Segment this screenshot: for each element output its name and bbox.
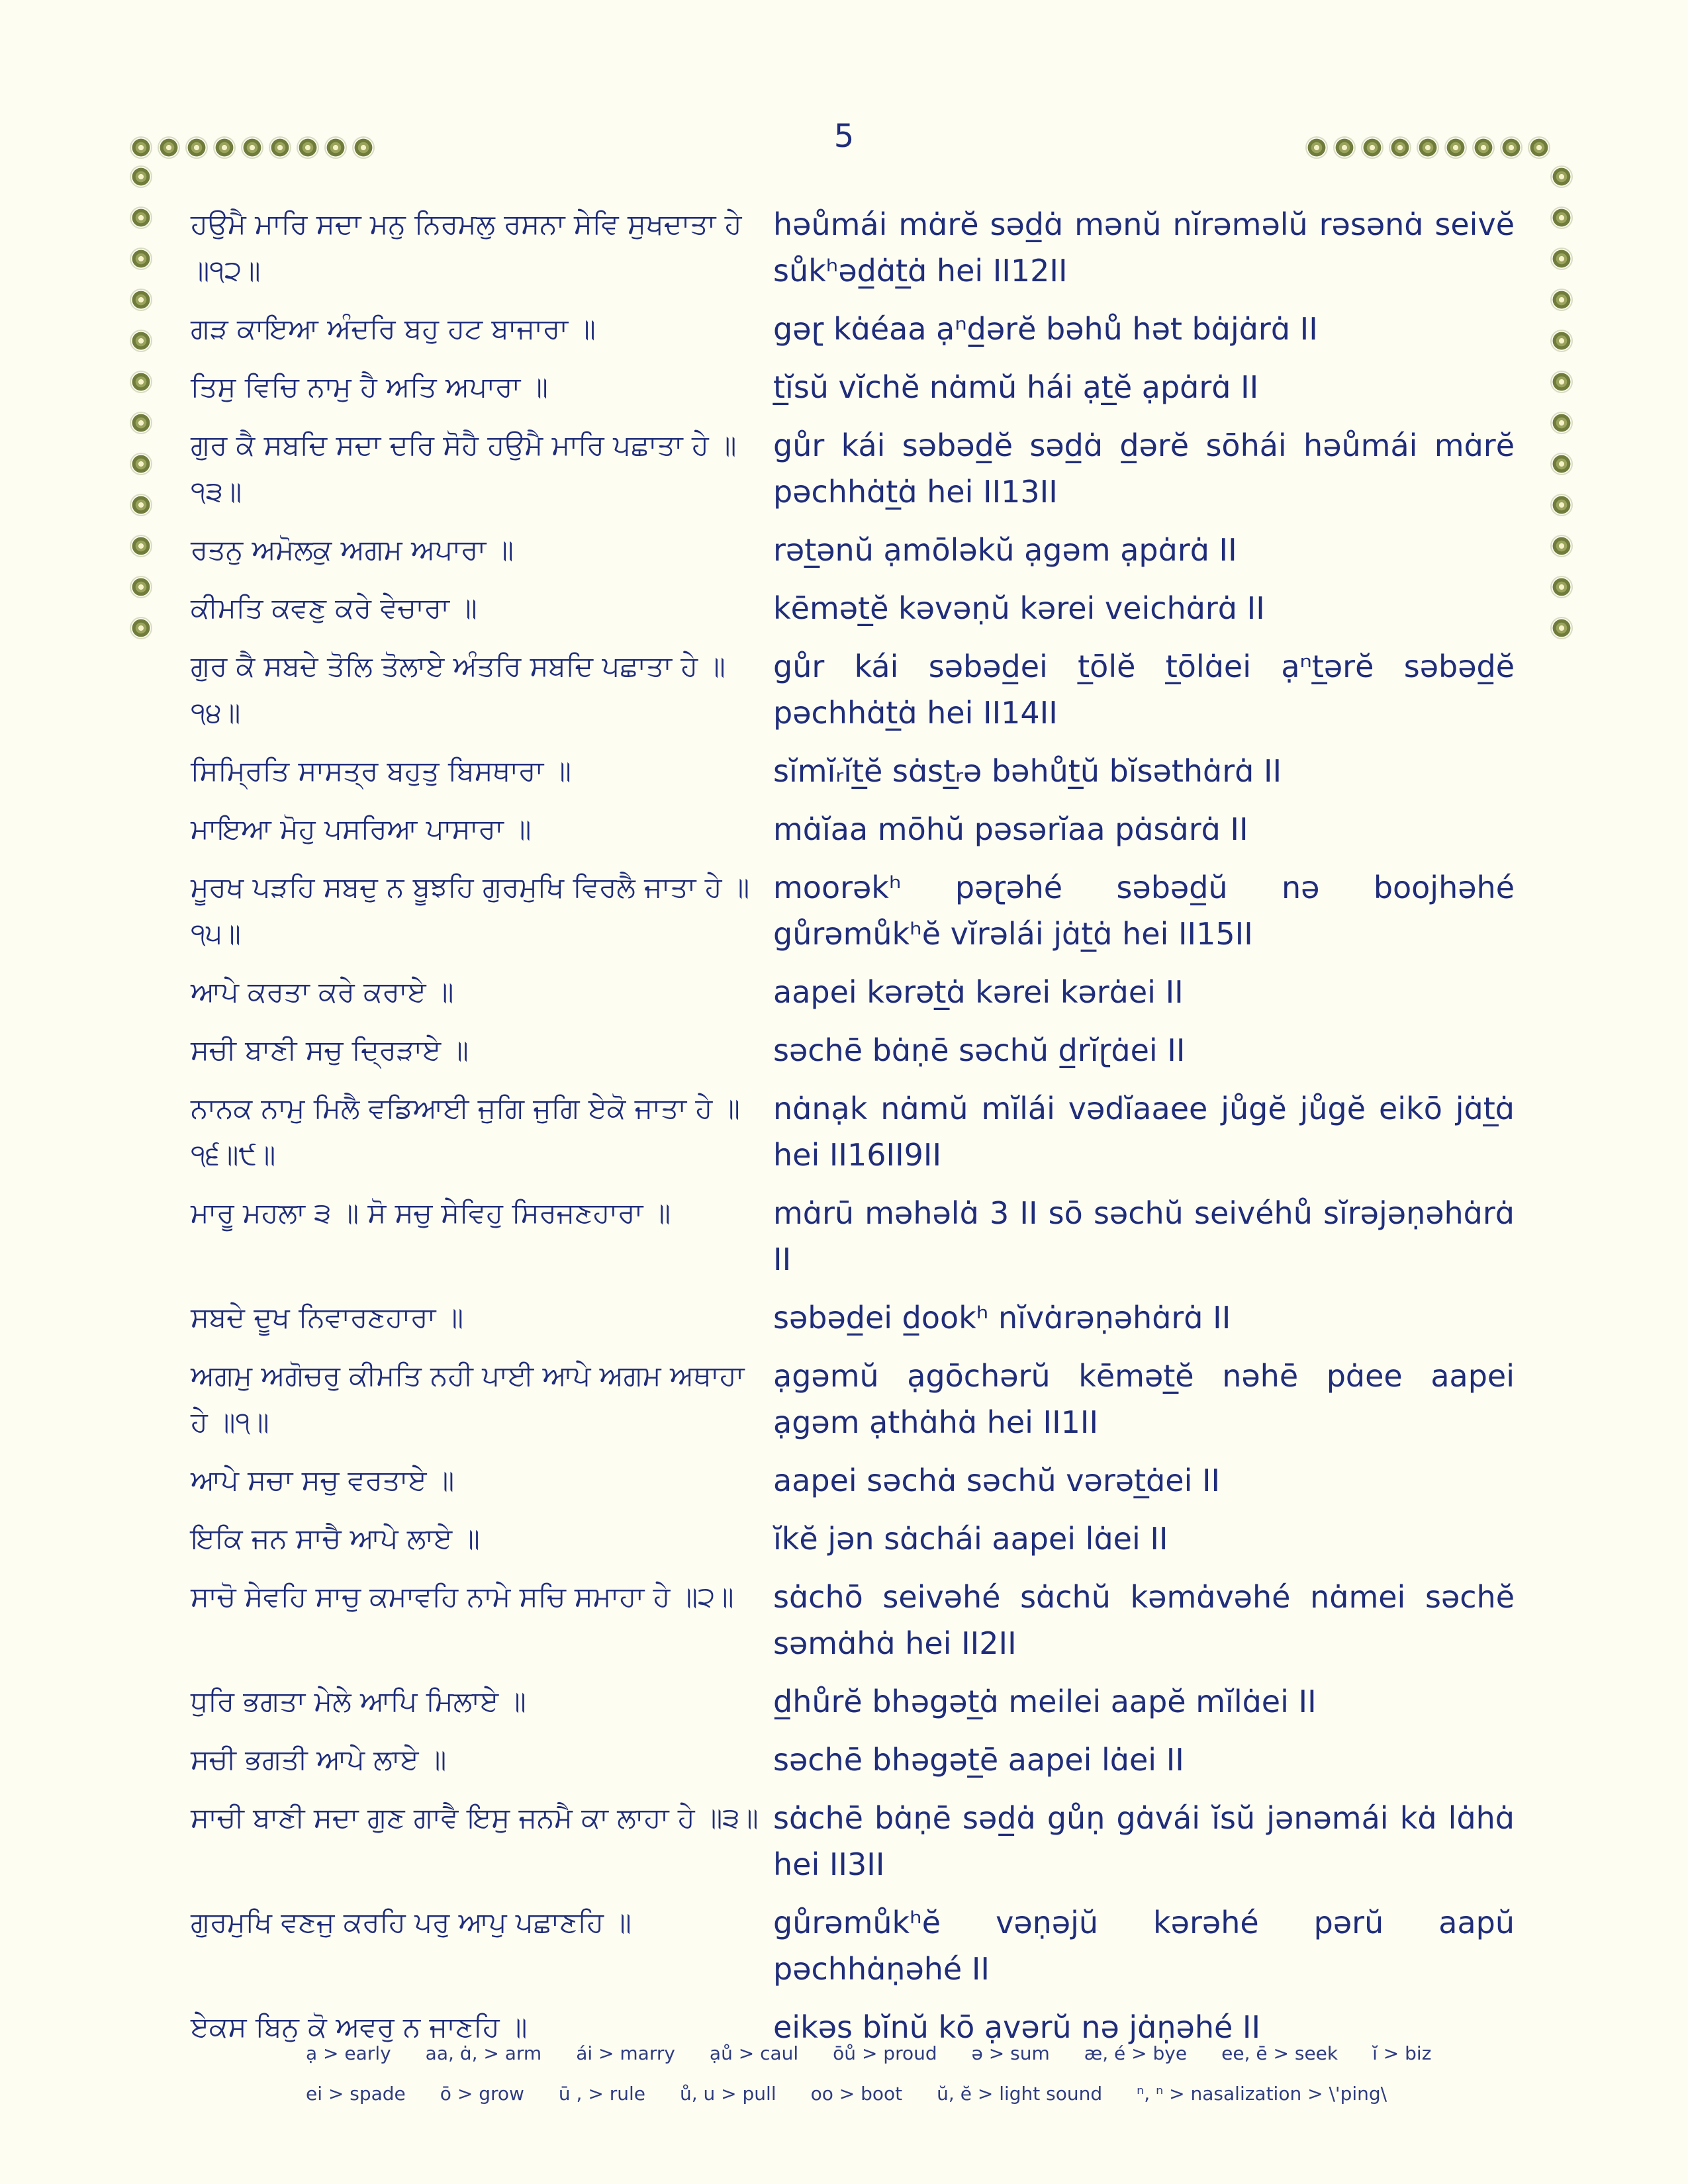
gurmukhi-line: ਹਉਮੈ ਮਾਰਿ ਸਦਾ ਮਨੁ ਨਿਰਮਲੁ ਰਸਨਾ ਸੇਵਿ ਸੁਖਦਾਤਾ ਹੇ ॥੧੨॥ [191, 208, 742, 287]
legend-item: ⁿ, ⁿ > nasalization > \'ping\ [1137, 2083, 1387, 2105]
legend-item: ů, u > pull [679, 2083, 776, 2105]
verse-row [191, 1027, 1515, 1073]
transliteration-line: nɑ̇nạk nɑ̇mŭ mĭlái vədĭaaee jůgĕ jůgĕ eikō jɑ̇t̲ɑ̇ hei II16II9II [773, 1091, 1515, 1173]
transliteration-line: mɑ̇rū məhəlɑ̇ 3 II sō səchŭ seivéhů sĭrəjəṇəhɑ̇rɑ̇ II [773, 1195, 1515, 1277]
flower-ornament-icon [326, 138, 346, 158]
transliteration-line: t̲ĭsŭ vĭchĕ nɑ̇mŭ hái ạt̲ĕ ạpɑ̇rɑ̇ II [773, 369, 1259, 405]
flower-ornament-icon [131, 536, 151, 556]
transliteration-line: eikəs bĭnŭ kō ạvərŭ nə jɑ̇ṇəhé II [773, 2009, 1261, 2045]
legend-item: æ, é > bye [1084, 2042, 1188, 2064]
flower-ornament-icon [270, 138, 290, 158]
flower-ornament-icon [1552, 618, 1571, 638]
legend-item: ei > spade [306, 2083, 406, 2105]
ornament-column-left [131, 167, 151, 638]
transliteration-line: gůr kái səbəd̲ei t̲ōlĕ t̲ōlɑ̇ei ạⁿt̲ərĕ səbəd̲ĕ pəchhɑ̇t̲ɑ̇ hei II14II [773, 649, 1515, 731]
flower-ornament-icon [353, 138, 373, 158]
flower-ornament-icon [1335, 138, 1354, 158]
gurmukhi-line: ਸਚੀ ਭਗਤੀ ਆਪੇ ਲਾਏ ॥ [191, 1743, 447, 1776]
legend-row [306, 2042, 1497, 2064]
verse-row [191, 1353, 1515, 1445]
gurmukhi-line: ਅਗਮੁ ਅਗੋਚਰੁ ਕੀਮਤਿ ਨਹੀ ਪਾਈ ਆਪੇ ਅਗਮ ਅਥਾਹਾ ਹੇ ॥੧॥ [191, 1359, 745, 1438]
flower-ornament-icon [1552, 413, 1571, 433]
legend-item: ạů > caul [709, 2042, 799, 2064]
transliteration-line: gůrəmůkʰĕ vəṇəjŭ kərəhé pərŭ aapŭ pəchhɑ̇ṇəhé II [773, 1905, 1515, 1987]
verse-row [191, 806, 1515, 852]
flower-ornament-icon [131, 495, 151, 515]
flower-ornament-icon [1552, 167, 1571, 187]
legend-item: aa, ɑ̇, > arm [425, 2042, 542, 2064]
flower-ornament-icon [1446, 138, 1466, 158]
flower-ornament-icon [1552, 372, 1571, 392]
legend-row [306, 2083, 1497, 2105]
gurmukhi-line: ਰਤਨੁ ਅਮੋਲਕੁ ਅਗਮ ਅਪਾਰਾ ॥ [191, 533, 514, 566]
verse-row [191, 306, 1515, 352]
flower-ornament-icon [131, 413, 151, 433]
transliteration-line: gəɽ kɑ̇éaa ạⁿd̲ərĕ bəhů hət bɑ̇jɑ̇rɑ̇ II [773, 311, 1318, 347]
transliteration-line: mɑ̇ĭaa mōhŭ pəsərĭaa pɑ̇sɑ̇rɑ̇ II [773, 811, 1248, 847]
flower-ornament-icon [1552, 331, 1571, 351]
verse-row [191, 1574, 1515, 1666]
verse-row [191, 643, 1515, 736]
verse-row [191, 1899, 1515, 1992]
flower-ornament-icon [131, 167, 151, 187]
transliteration-line: həůmái mɑ̇rĕ səd̲ɑ̇ mənŭ nĭrəməlŭ rəsənɑ̇ seivĕ sůkʰəd̲ɑ̇t̲ɑ̇ hei II12II [773, 206, 1515, 289]
gurmukhi-line: ਮਾਇਆ ਮੋਹੁ ਪਸਰਿਆ ਪਾਸਾਰਾ ॥ [191, 813, 532, 845]
transliteration-line: səbəd̲ei d̲ookʰ nĭvɑ̇rəṇəhɑ̇rɑ̇ II [773, 1300, 1231, 1336]
verse-row [191, 1190, 1515, 1283]
verse-row [191, 1678, 1515, 1725]
gurmukhi-line: ਗੁਰ ਕੈ ਸਬਦੇ ਤੋਲਿ ਤੋਲਾਏ ਅੰਤਰਿ ਸਬਦਿ ਪਛਾਤਾ ਹੇ ॥੧੪॥ [191, 650, 726, 729]
transliteration-line: rət̲ənŭ ạmōləkŭ ạgəm ạpɑ̇rɑ̇ II [773, 532, 1237, 568]
gurmukhi-line: ਆਪੇ ਕਰਤਾ ਕਰੇ ਕਰਾਏ ॥ [191, 976, 454, 1008]
gurmukhi-line: ਗੁਰਮੁਖਿ ਵਣਜੁ ਕਰਹਿ ਪਰੁ ਆਪੁ ਪਛਾਣਹਿ ॥ [191, 1906, 632, 1938]
transliteration-line: gůr kái səbəd̲ĕ səd̲ɑ̇ d̲ərĕ sōhái həůmái mɑ̇rĕ pəchhɑ̇t̲ɑ̇ hei II13II [773, 428, 1515, 510]
transliteration-line: sĭmĭᵣĭt̲ĕ sɑ̇st̲ᵣə bəhůt̲ŭ bĭsəthɑ̇rɑ̇ II [773, 753, 1282, 789]
verse-row [191, 1795, 1515, 1888]
transliteration-line: moorəkʰ pəɽəhé səbəd̲ŭ nə boojhəhé gůrəmůkʰĕ vĭrəlái jɑ̇t̲ɑ̇ hei II15II [773, 870, 1515, 952]
gurmukhi-line: ਕੀਮਤਿ ਕਵਣੁ ਕਰੇ ਵੇਚਾਰਾ ॥ [191, 592, 477, 624]
flower-ornament-icon [1307, 138, 1327, 158]
legend-item: ạ > early [306, 2042, 391, 2064]
verse-row [191, 527, 1515, 573]
flower-ornament-icon [131, 331, 151, 351]
flower-ornament-icon [131, 577, 151, 597]
flower-ornament-icon [1362, 138, 1382, 158]
gurmukhi-line: ਗੁਰ ਕੈ ਸਬਦਿ ਸਦਾ ਦਰਿ ਸੋਹੈ ਹਉਮੈ ਮਾਰਿ ਪਛਾਤਾ ਹੇ ॥੧੩॥ [191, 429, 737, 508]
verse-row [191, 748, 1515, 794]
flower-ornament-icon [131, 208, 151, 228]
gurmukhi-line: ਸਾਚੀ ਬਾਣੀ ਸਦਾ ਗੁਣ ਗਾਵੈ ਇਸੁ ਜਨਮੈ ਕਾ ਲਾਹਾ ਹੇ ॥੩॥ [191, 1801, 759, 1834]
flower-ornament-icon [131, 290, 151, 310]
gurmukhi-line: ਮਾਰੂ ਮਹਲਾ ੩ ॥ ਸੋ ਸਚੁ ਸੇਵਿਹੁ ਸਿਰਜਣਹਾਰਾ ॥ [191, 1197, 671, 1229]
transliteration-line: kēmət̲ĕ kəvəṇŭ kərei veichɑ̇rɑ̇ II [773, 590, 1265, 626]
page-number: 5 [833, 118, 855, 155]
gurmukhi-line: ਧੁਰਿ ਭਗਤਾ ਮੇਲੇ ਆਪਿ ਮਿਲਾਏ ॥ [191, 1685, 526, 1717]
verse-row [191, 1516, 1515, 1562]
flower-ornament-icon [131, 454, 151, 474]
flower-ornament-icon [298, 138, 318, 158]
flower-ornament-icon [1552, 208, 1571, 228]
legend-item: ō > grow [440, 2083, 524, 2105]
verse-row [191, 969, 1515, 1015]
verse-row [191, 201, 1515, 294]
transliteration-line: ạgəmŭ ạgōchərŭ kēmət̲ĕ nəhē pɑ̇ee aapei ạgəm ạthɑ̇hɑ̇ hei II1II [773, 1358, 1515, 1440]
legend-item: oo > boot [810, 2083, 903, 2105]
verse-row [191, 422, 1515, 515]
transliteration-line: ĭkĕ jən sɑ̇chái aapei lɑ̇ei II [773, 1521, 1168, 1557]
legend-item: ái > marry [576, 2042, 675, 2064]
legend-item: ū , > rule [558, 2083, 645, 2105]
flower-ornament-icon [1552, 495, 1571, 515]
gurmukhi-line: ਸਬਦੇ ਦੂਖ ਨਿਵਾਰਣਹਾਰਾ ॥ [191, 1301, 464, 1334]
gurmukhi-line: ਤਿਸੁ ਵਿਚਿ ਨਾਮੁ ਹੈ ਅਤਿ ਅਪਾਰਾ ॥ [191, 371, 548, 403]
transliteration-line: səchē bhəgət̲ē aapei lɑ̇ei II [773, 1742, 1184, 1778]
flower-ornament-icon [1390, 138, 1410, 158]
ornament-row-top-right [1307, 138, 1549, 158]
flower-ornament-icon [214, 138, 234, 158]
flower-ornament-icon [1552, 577, 1571, 597]
flower-ornament-icon [242, 138, 262, 158]
flower-ornament-icon [1552, 249, 1571, 269]
verse-row [191, 585, 1515, 631]
gurmukhi-line: ਸਿਮ੍ਰਿਤਿ ਸਾਸਤ੍ਰ ਬਹੁਤੁ ਬਿਸਥਾਰਾ ॥ [191, 754, 571, 787]
flower-ornament-icon [1474, 138, 1493, 158]
flower-ornament-icon [1501, 138, 1521, 158]
verse-table [191, 201, 1515, 2062]
legend-item: ĭ > biz [1372, 2042, 1432, 2064]
flower-ornament-icon [187, 138, 207, 158]
verse-row [191, 1737, 1515, 1783]
verse-row [191, 364, 1515, 410]
flower-ornament-icon [1552, 536, 1571, 556]
transliteration-line: sɑ̇chē bɑ̇ṇē səd̲ɑ̇ gůṇ gɑ̇vái ĭsŭ jənəmái kɑ̇ lɑ̇hɑ̇ hei II3II [773, 1800, 1515, 1882]
gurmukhi-line: ਗੜ ਕਾਇਆ ਅੰਦਰਿ ਬਹੁ ਹਟ ਬਾਜਾਰਾ ॥ [191, 312, 596, 345]
pronunciation-legend [306, 2042, 1497, 2123]
ornament-column-right [1552, 167, 1571, 638]
transliteration-line: sɑ̇chō seivəhé sɑ̇chŭ kəmɑ̇vəhé nɑ̇mei səchĕ səmɑ̇hɑ̇ hei II2II [773, 1579, 1515, 1661]
legend-item: ōů > proud [833, 2042, 937, 2064]
transliteration-line: d̲hůrĕ bhəgət̲ɑ̇ meilei aapĕ mĭlɑ̇ei II [773, 1684, 1317, 1719]
legend-item: ə > sum [971, 2042, 1050, 2064]
flower-ornament-icon [159, 138, 179, 158]
flower-ornament-icon [1418, 138, 1438, 158]
gurmukhi-line: ਮੂਰਖ ਪੜਹਿ ਸਬਦੁ ਨ ਬੂਝਹਿ ਗੁਰਮੁਖਿ ਵਿਰਲੈ ਜਾਤਾ ਹੇ ॥੧੫॥ [191, 871, 750, 950]
gurmukhi-line: ਇਕਿ ਜਨ ਸਾਚੈ ਆਪੇ ਲਾਏ ॥ [191, 1522, 480, 1555]
flower-ornament-icon [131, 249, 151, 269]
gurmukhi-line: ਨਾਨਕ ਨਾਮੁ ਮਿਲੈ ਵਡਿਆਈ ਜੁਗਿ ਜੁਗਿ ਏਕੋ ਜਾਤਾ ਹੇ ॥੧੬॥੯॥ [191, 1092, 740, 1171]
flower-ornament-icon [1552, 290, 1571, 310]
legend-item: ee, ē > seek [1221, 2042, 1338, 2064]
flower-ornament-icon [131, 138, 151, 158]
flower-ornament-icon [1529, 138, 1549, 158]
ornament-row-top-left [131, 138, 373, 158]
legend-item: ŭ, ĕ > light sound [937, 2083, 1103, 2105]
verse-row [191, 1085, 1515, 1178]
flower-ornament-icon [131, 372, 151, 392]
transliteration-line: aapei səchɑ̇ səchŭ vərət̲ɑ̇ei II [773, 1463, 1221, 1498]
flower-ornament-icon [131, 618, 151, 638]
verse-row [191, 864, 1515, 957]
gurmukhi-line: ਆਪੇ ਸਚਾ ਸਚੁ ਵਰਤਾਏ ॥ [191, 1464, 455, 1496]
flower-ornament-icon [1552, 454, 1571, 474]
transliteration-line: səchē bɑ̇ṇē səchŭ d̲rĭɽɑ̇ei II [773, 1032, 1186, 1068]
gurmukhi-line: ਸਚੀ ਬਾਣੀ ਸਚੁ ਦ੍ਰਿੜਾਏ ॥ [191, 1034, 469, 1066]
gurmukhi-line: ਏਕਸ ਬਿਨੁ ਕੋ ਅਵਰੁ ਨ ਜਾਣਹਿ ॥ [191, 2011, 528, 2043]
verse-row [191, 1295, 1515, 1341]
gurmukhi-line: ਸਾਚੋ ਸੇਵਹਿ ਸਾਚੁ ਕਮਾਵਹਿ ਨਾਮੇ ਸਚਿ ਸਮਾਹਾ ਹੇ ॥੨॥ [191, 1580, 734, 1613]
verse-row [191, 1457, 1515, 1504]
transliteration-line: aapei kərət̲ɑ̇ kərei kərɑ̇ei II [773, 974, 1184, 1010]
